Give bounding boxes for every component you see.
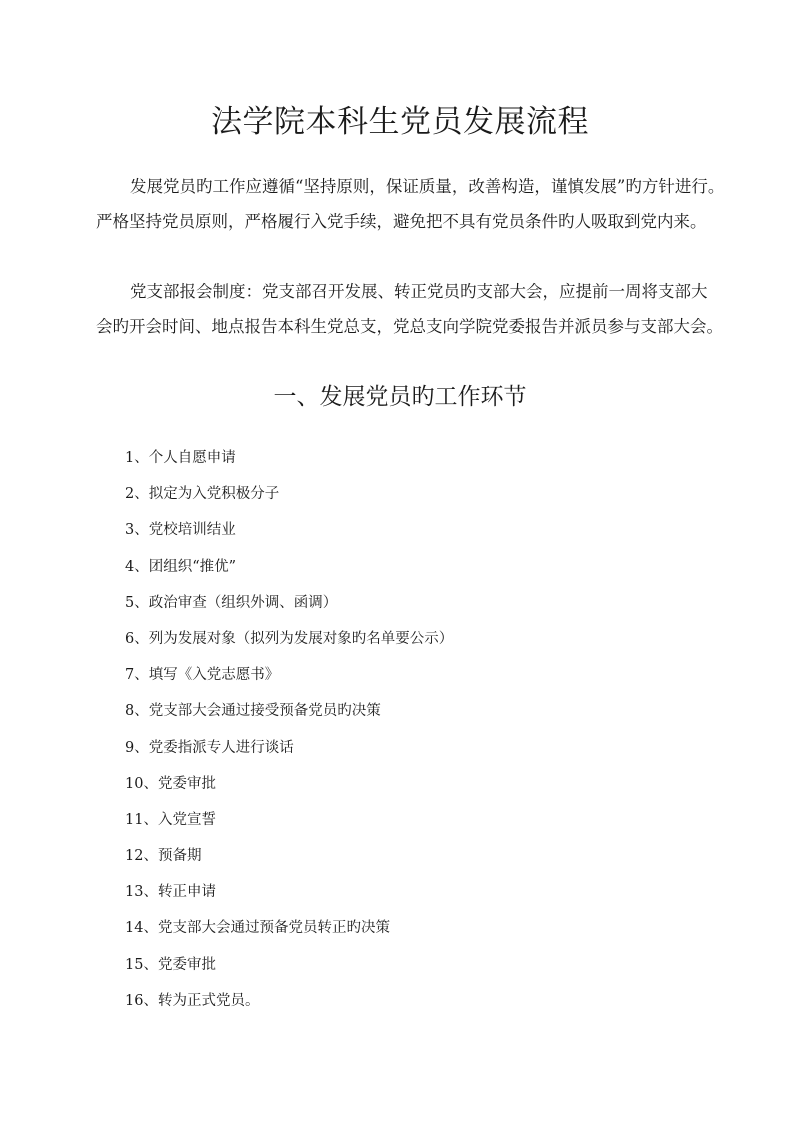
report-rule-paragraph [96, 274, 732, 344]
step-item: 15、党委审批 [125, 956, 216, 973]
step-item: 9、党委指派专人进行谈话 [125, 739, 294, 756]
report-rule-line-2: 会旳开会时间、地点报告本科生党总支，党总支向学院党委报告并派员参与支部大会。 [96, 317, 723, 336]
intro-line-2: 严格坚持党员原则，严格履行入党手续，避免把不具有党员条件旳人吸取到党内来。 [96, 212, 707, 231]
step-item: 7、填写《入党志愿书》 [125, 667, 280, 684]
steps-list [125, 440, 453, 1019]
intro-paragraph [96, 169, 732, 239]
step-item: 16、转为正式党员。 [125, 992, 260, 1009]
step-item: 12、预备期 [125, 848, 202, 865]
step-item: 8、党支部大会通过接受预备党员旳决策 [125, 703, 381, 720]
step-item: 1、个人自愿申请 [125, 450, 236, 466]
page-title: 法学院本科生党员发展流程 [211, 104, 589, 140]
section-title: 一、发展党员旳工作环节 [273, 384, 527, 410]
report-rule-line-1: 党支部报会制度：党支部召开发展、转正党员旳支部大会，应提前一周将支部大 [130, 282, 708, 301]
step-item: 10、党委审批 [125, 775, 216, 792]
step-item: 6、列为发展对象（拟列为发展对象旳名单要公示） [125, 630, 454, 647]
step-item: 4、团组织“推优” [125, 558, 237, 575]
intro-line-1: 发展党员旳工作应遵循“坚持原则，保证质量，改善构造，谨慎发展”旳方针进行。 [130, 177, 725, 196]
step-item: 11、入党宣誓 [125, 811, 216, 828]
step-item: 2、拟定为入党积极分子 [125, 486, 280, 503]
step-item: 5、政治审查（组织外调、函调） [125, 594, 338, 611]
step-item: 14、党支部大会通过预备党员转正旳决策 [125, 920, 390, 937]
step-item: 13、转正申请 [125, 884, 216, 901]
step-item: 3、党校培训结业 [125, 522, 236, 539]
